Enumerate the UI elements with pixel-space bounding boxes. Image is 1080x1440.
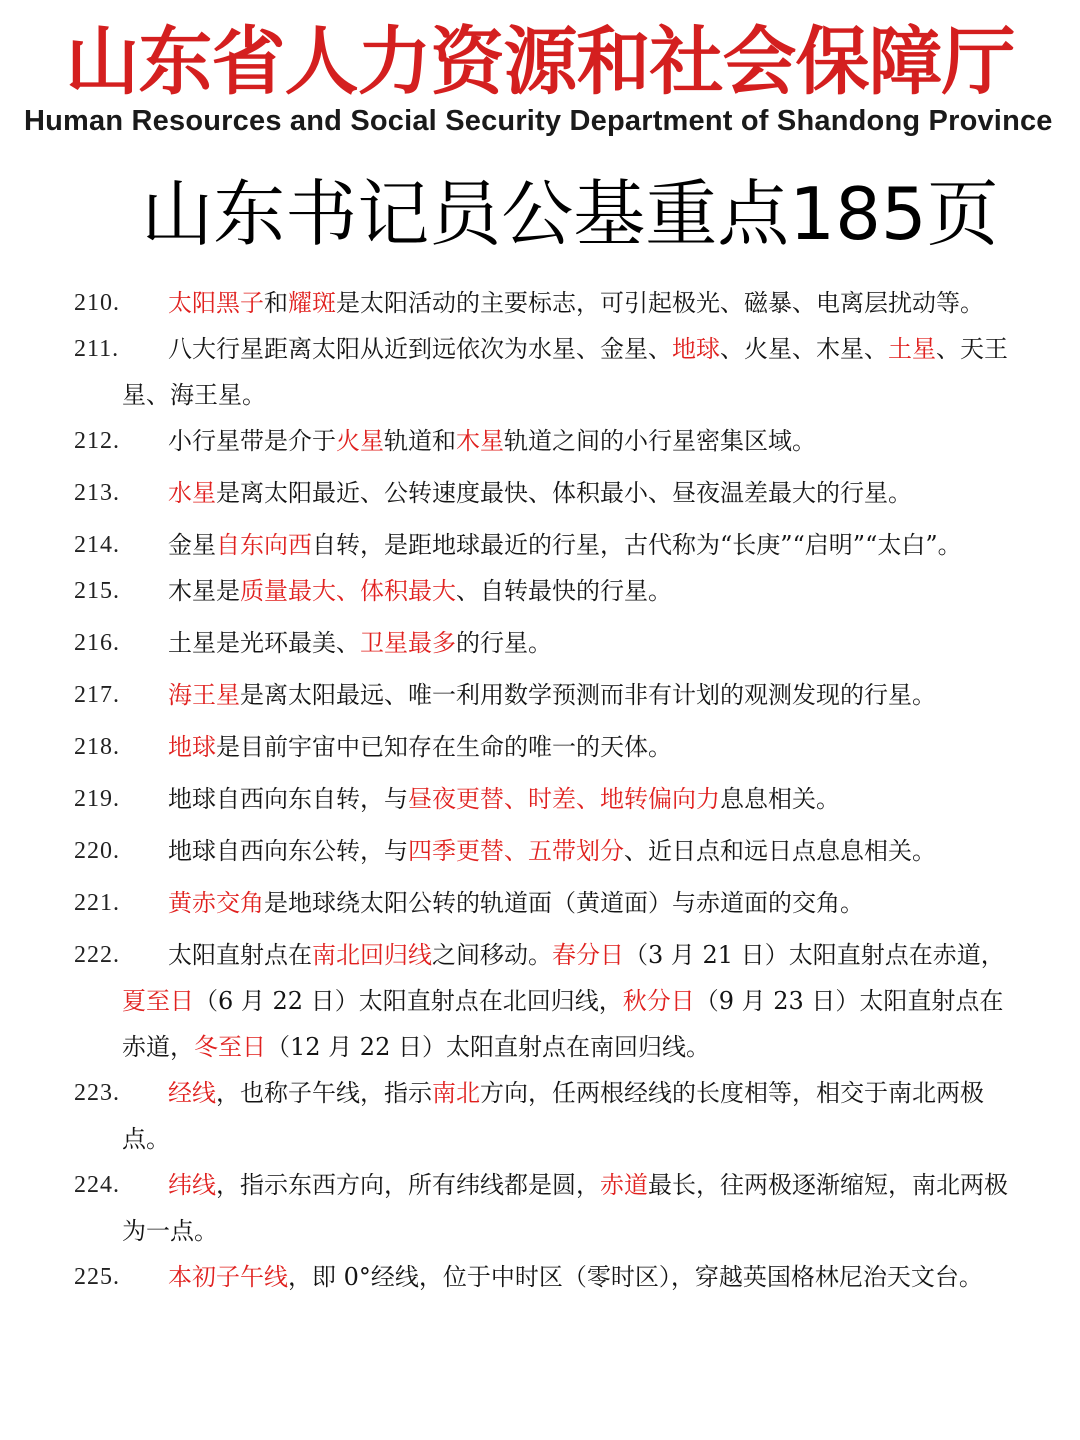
item-number: 216. <box>74 630 120 656</box>
highlighted-term: 木星 <box>456 427 504 455</box>
text-segment: 是离太阳最远、唯一利用数学预测而非有计划的观测发现的行星。 <box>240 681 936 709</box>
text-segment: 、火星、木星、 <box>720 335 888 363</box>
item-text <box>122 672 1012 718</box>
item-number: 221. <box>74 890 120 916</box>
text-segment: 太阳直射点在 <box>168 941 312 969</box>
text-segment: 和 <box>264 289 288 317</box>
text-segment: （3 月 21 日）太阳直射点在赤道， <box>624 941 1005 969</box>
text-segment: 、天王星、海王星。 <box>122 335 1008 409</box>
highlighted-term: 火星 <box>336 427 384 455</box>
list-item <box>0 280 1080 326</box>
list-item <box>0 1254 1080 1300</box>
highlighted-term: 本初子午线 <box>168 1263 288 1291</box>
item-text <box>122 828 1012 874</box>
list-item <box>0 828 1080 874</box>
item-number: 222. <box>74 942 120 968</box>
text-segment: 地球自西向东自转，与 <box>168 785 408 813</box>
text-segment: 是离太阳最近、公转速度最快、体积最小、昼夜温差最大的行星。 <box>216 479 912 507</box>
list-item <box>0 932 1080 1070</box>
item-number: 212. <box>74 428 120 454</box>
text-segment: 是地球绕太阳公转的轨道面（黄道面）与赤道面的交角。 <box>264 889 864 917</box>
item-number: 214. <box>74 532 120 558</box>
item-text <box>122 932 1012 1070</box>
text-segment: 自转，是距地球最近的行星，古代称为“长庚”“启明”“太白”。 <box>312 531 962 559</box>
list-item <box>0 522 1080 568</box>
highlighted-term: 四季更替、五带划分 <box>408 837 624 865</box>
list-item <box>0 1162 1080 1254</box>
department-name-english: Human Resources and Social Security Department of Shandong Province <box>24 105 1053 137</box>
item-number: 210. <box>74 290 120 316</box>
text-segment: 八大行星距离太阳从近到远依次为水星、金星、 <box>168 335 672 363</box>
highlighted-term: 地球 <box>168 733 216 761</box>
item-text <box>122 724 1012 770</box>
text-segment: 轨道和 <box>384 427 456 455</box>
list-item <box>0 470 1080 516</box>
item-text <box>122 1254 1012 1300</box>
text-segment: 地球自西向东公转，与 <box>168 837 408 865</box>
item-number: 224. <box>74 1172 120 1198</box>
text-segment: 是太阳活动的主要标志，可引起极光、磁暴、电离层扰动等。 <box>336 289 984 317</box>
text-segment: 是目前宇宙中已知存在生命的唯一的天体。 <box>216 733 672 761</box>
item-text <box>122 1070 1012 1162</box>
item-number: 211. <box>74 336 120 362</box>
item-number: 213. <box>74 480 120 506</box>
item-text <box>122 568 1012 614</box>
highlighted-term: 黄赤交角 <box>168 889 264 917</box>
item-number: 219. <box>74 786 120 812</box>
text-segment: 的行星。 <box>456 629 552 657</box>
highlighted-term: 自东向西 <box>216 531 312 559</box>
highlighted-term: 冬至日 <box>194 1033 266 1061</box>
text-segment: 息息相关。 <box>720 785 840 813</box>
text-segment: ，即 0°经线，位于中时区（零时区），穿越英国格林尼治天文台。 <box>288 1263 983 1291</box>
text-segment: 木星是 <box>168 577 240 605</box>
highlighted-term: 南北回归线 <box>312 941 432 969</box>
text-segment: 之间移动。 <box>432 941 552 969</box>
highlighted-term: 夏至日 <box>122 987 194 1015</box>
item-number: 215. <box>74 578 120 604</box>
item-text <box>122 522 1012 568</box>
text-segment: 、近日点和远日点息息相关。 <box>624 837 936 865</box>
list-item <box>0 418 1080 464</box>
text-segment: （9 月 23 日）太阳直射点在赤道， <box>122 987 1004 1061</box>
text-segment: 方向，任两根经线的长度相等，相交于南北两极点。 <box>122 1079 984 1153</box>
highlighted-term: 地球 <box>672 335 720 363</box>
highlighted-term: 秋分日 <box>622 987 695 1015</box>
text-segment: ，也称子午线，指示 <box>216 1079 432 1107</box>
highlighted-term: 赤道 <box>600 1171 648 1199</box>
text-segment: （6 月 22 日）太阳直射点在北回归线， <box>194 987 623 1015</box>
text-segment: 最长，往两极逐渐缩短，南北两极为一点。 <box>122 1171 1008 1245</box>
highlighted-term: 水星 <box>168 479 216 507</box>
item-text <box>122 880 1012 926</box>
department-name-chinese: 山东省人力资源和社会保障厅 <box>65 19 1015 105</box>
highlighted-term: 纬线 <box>168 1171 216 1199</box>
highlighted-term: 经线 <box>168 1079 216 1107</box>
text-segment: ，指示东西方向，所有纬线都是圆， <box>216 1171 600 1199</box>
item-text <box>122 620 1012 666</box>
highlighted-term: 卫星最多 <box>360 629 456 657</box>
text-segment: 小行星带是介于 <box>168 427 336 455</box>
item-text <box>122 776 1012 822</box>
highlighted-term: 耀斑 <box>288 289 336 317</box>
list-item <box>0 326 1080 418</box>
highlighted-term: 南北 <box>432 1079 480 1107</box>
item-text <box>122 280 1012 326</box>
text-segment: 轨道之间的小行星密集区域。 <box>504 427 816 455</box>
item-number: 220. <box>74 838 120 864</box>
item-text <box>122 1162 1012 1254</box>
list-item <box>0 672 1080 718</box>
text-segment: （12 月 22 日）太阳直射点在南回归线。 <box>266 1033 710 1061</box>
highlighted-term: 昼夜更替、时差、地转偏向力 <box>408 785 720 813</box>
text-segment: 金星 <box>168 531 216 559</box>
knowledge-point-list <box>0 280 1080 1300</box>
item-text <box>122 326 1012 418</box>
text-segment: 、自转最快的行星。 <box>456 577 672 605</box>
list-item <box>0 568 1080 614</box>
highlighted-term: 春分日 <box>552 941 624 969</box>
highlighted-term: 太阳黑子 <box>168 289 264 317</box>
item-number: 218. <box>74 734 120 760</box>
text-segment: 土星是光环最美、 <box>168 629 360 657</box>
list-item <box>0 880 1080 926</box>
highlighted-term: 海王星 <box>168 681 240 709</box>
highlighted-term: 土星 <box>888 335 936 363</box>
item-number: 223. <box>74 1080 120 1106</box>
list-item <box>0 1070 1080 1162</box>
item-text <box>122 418 1012 464</box>
list-item <box>0 776 1080 822</box>
page-title: 山东书记员公基重点185页 <box>141 172 999 256</box>
item-number: 225. <box>74 1264 120 1290</box>
list-item <box>0 620 1080 666</box>
item-text <box>122 470 1012 516</box>
highlighted-term: 质量最大、体积最大 <box>240 577 456 605</box>
item-number: 217. <box>74 682 120 708</box>
list-item <box>0 724 1080 770</box>
